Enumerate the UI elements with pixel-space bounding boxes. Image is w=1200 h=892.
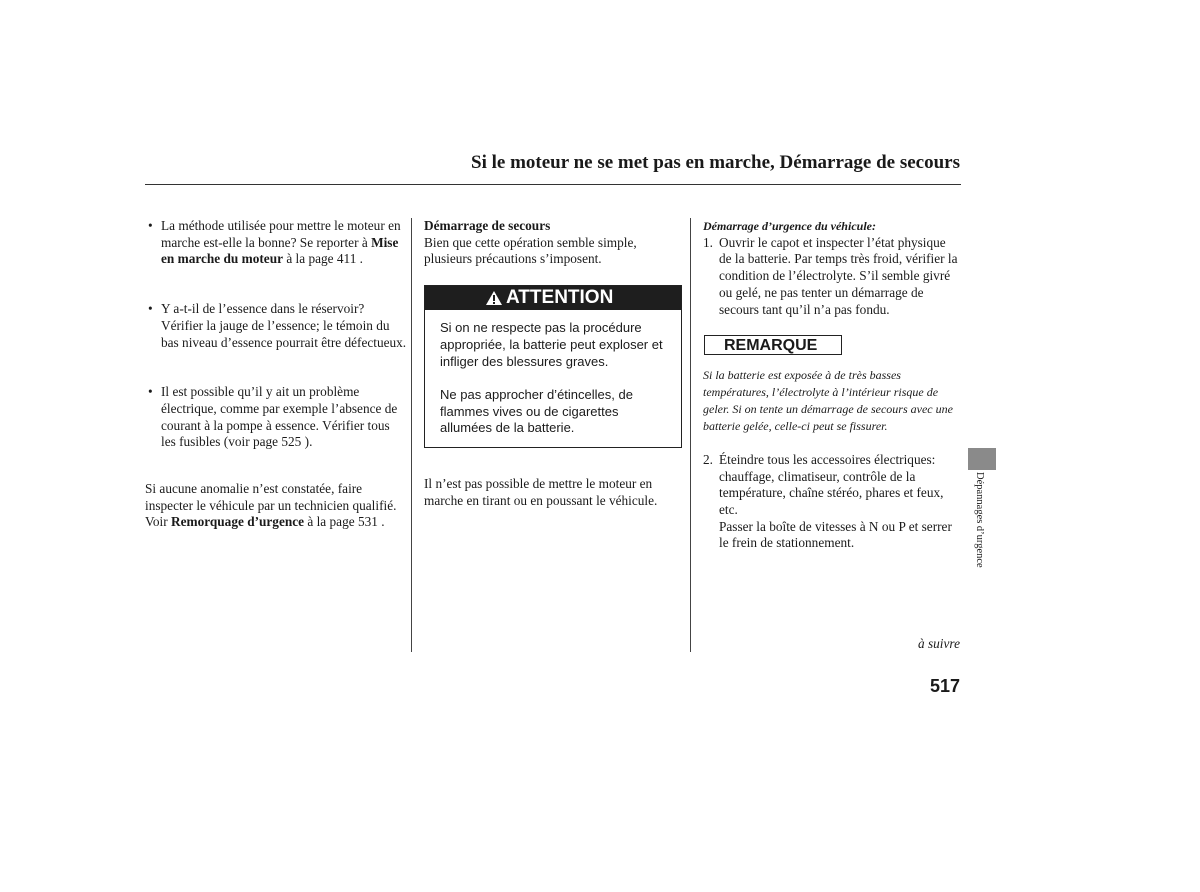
step-2: 2. Éteindre tous les accessoires électriques: chauffage, climatiseur, contrôle de la température, chaîne stéréo, phares et feux, etc. Passer la boîte de vitesses à N ou P et serrer le frein de stationnement. [703,451,952,551]
closing-paragraph: Si aucune anomalie n’est constatée, faire inspecter le véhicule par un technicien qualifié. Voir Remorquage d’urgence à la page 531 . [145,481,397,530]
footer-text: Il n’est pas possible de mettre le moteur en marche en tirant ou en poussant le véhicule. [424,476,658,508]
bullet-icon: • [148,384,153,400]
warning-triangle-icon [485,290,503,306]
bullet-icon: • [148,301,153,317]
bullet-item: • Y a-t-il de l’essence dans le réservoir? Vérifier la jauge de l’essence; le témoin du bas niveau d’essence pourrait être défectueux. [148,301,407,350]
column-right [703,218,961,552]
continued-label: à suivre [918,636,960,651]
bullet-item: • Il est possible qu’il y ait un problème électrique, comme par exemple l’absence de courant à la pompe à essence. Vérifier tous les fusibles (voir page 525 ). [148,384,398,450]
remarque-text: Si la batterie est exposée à de très basses températures, l’électrolyte à l’intérieur risque de geler. Si on tente un démarrage de secours avec une batterie gelée, celle-ci peut se fissurer. [703,368,953,433]
page-number: 517 [929,676,960,696]
intro-text: Bien que cette opération semble simple, plusieurs précautions s’imposent. [424,234,637,267]
bullet-icon: • [148,218,153,233]
attention-label: ATTENTION [506,287,614,309]
bullet-item: • La méthode utilisée pour mettre le moteur en marche est-elle la bonne? Se reporter à Mise en marche du moteur à la page 411 . [148,218,401,267]
title-divider [145,184,961,185]
section-tab [968,448,996,470]
subheading: Démarrage d’urgence du véhicule: [703,219,876,233]
attention-text: Ne pas approcher d’étincelles, de flammes vives ou de cigarettes allumées de la batterie. [440,386,633,436]
column-middle [424,218,682,509]
section-tab-label: Dépannages d’urgence [974,472,985,568]
column-left [145,218,407,531]
section-heading: Démarrage de secours [424,218,551,233]
attention-body [425,310,681,447]
attention-box [424,285,682,448]
column-divider-2 [690,218,691,652]
page-title: Si le moteur ne se met pas en marche, Démarrage de secours [471,152,960,173]
attention-text: Si on ne respecte pas la procédure appropriée, la batterie peut exploser et infliger des blessures graves. [440,320,663,369]
step-1: 1. Ouvrir le capot et inspecter l’état physique de la batterie. Par temps très froid, vérifier la condition de l’électrolyte. S’il semble givré ou gelé, ne pas tenter un démarrage de secours tant qu’il n’a pas fondu. [703,234,958,317]
link-mise-en-marche[interactable]: Mise en marche du moteur [161,234,399,267]
column-divider-1 [411,218,412,652]
attention-header [425,286,681,310]
remarque-label: REMARQUE [704,335,842,355]
link-remorquage[interactable]: Remorquage d’urgence [170,514,305,530]
